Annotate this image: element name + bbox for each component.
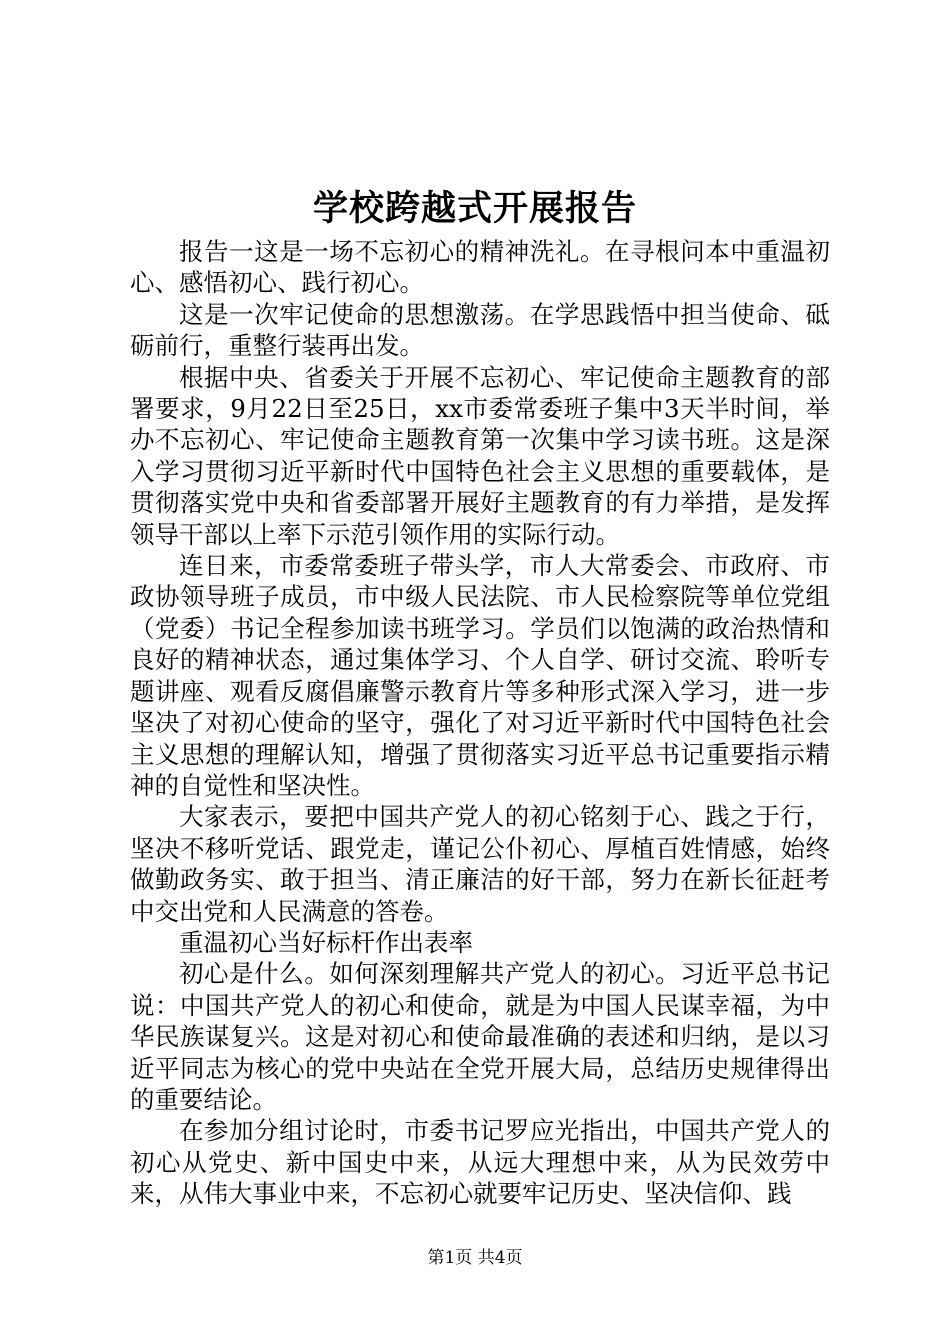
paragraph: 这是一次牢记使命的思想激荡。在学思践悟中担当使命、砥砺前行，重整行装再出发。: [130, 299, 830, 361]
page-title: 学校跨越式开展报告: [312, 188, 637, 229]
paragraph: 大家表示，要把中国共产党人的初心铭刻于心、践之于行，坚决不移听党话、跟党走，谨记公仆初心、厚植百姓情感，始终做勤政务实、敢于担当、清正廉洁的好干部，努力在新长征赶考中交出党和人民满意的答卷。: [130, 802, 830, 926]
paragraph: 连日来，市委常委班子带头学，市人大常委会、市政府、市政协领导班子成员，市中级人民法院、市人民检察院等单位党组（党委）书记全程参加读书班学习。学员们以饱满的政治热情和良好的精神状态，通过集体学习、个人自学、研讨交流、聆听专题讲座、观看反腐倡廉警示教育片等多种形式深入学习，进一步坚决了对初心使命的坚守，强化了对习近平新时代中国特色社会主义思想的理解认知，增强了贯彻落实习近平总书记重要指示精神的自觉性和坚决性。: [130, 551, 830, 800]
paragraph: 在参加分组讨论时，市委书记罗应光指出，中国共产党人的初心从党史、新中国史中来，从远大理想中来，从为民效劳中来，从伟大事业中来，不忘初心就要牢记历史、坚决信仰、践: [130, 1116, 830, 1209]
paragraph: 报告一这是一场不忘初心的精神洗礼。在寻根问本中重温初心、感悟初心、践行初心。: [130, 237, 830, 298]
section-heading: 重温初心当好标杆作出表率: [179, 927, 473, 957]
document-body: [130, 236, 830, 1210]
paragraph: 根据中央、省委关于开展不忘初心、牢记使命主题教育的部署要求，9月22日至25日，xx市委常委班子集中3天半时间，举办不忘初心、牢记使命主题教育第一次集中学习读书班。这是深入学习贯彻习近平新时代中国特色社会主义思想的重要载体，是贯彻落实党中央和省委部署开展好主题教育的有力举措，是发挥领导干部以上率下示范引领作用的实际行动。: [130, 362, 830, 549]
page-footer: 第1页 共4页: [427, 1248, 523, 1268]
paragraph: 初心是什么。如何深刻理解共产党人的初心。习近平总书记说：中国共产党人的初心和使命，就是为中国人民谋幸福，为中华民族谋复兴。这是对初心和使命最准确的表述和归纳，是以习近平同志为核心的党中央站在全党开展大局，总结历史规律得出的重要结论。: [130, 959, 830, 1114]
